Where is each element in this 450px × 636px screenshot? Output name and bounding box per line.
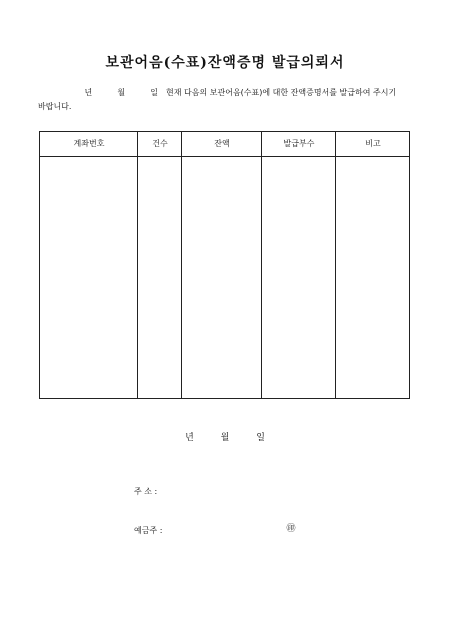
request-day-label: 일: [150, 88, 158, 97]
account-number-entry-area[interactable]: [40, 157, 137, 398]
seal-mark: ㊞: [286, 524, 296, 534]
header-count: 건수: [152, 139, 168, 148]
header-account-number: 계좌번호: [73, 139, 105, 148]
remarks-entry-area[interactable]: [336, 157, 409, 398]
header-issue-copies: 발급부수: [283, 139, 315, 148]
request-month-label: 월: [117, 88, 126, 97]
request-text-line2: 바랍니다.: [38, 102, 72, 111]
header-remarks: 비고: [365, 139, 381, 148]
request-sentence: [38, 87, 418, 99]
footer-year-label: 년: [185, 433, 194, 443]
request-text-line1: 현재 다음의 보관어음(수표)에 대한 잔액증명서를 발급하여 주시기: [166, 88, 397, 97]
table-header-row: [40, 132, 409, 157]
issue-copies-entry-area[interactable]: [262, 157, 335, 398]
address-label: 주 소 :: [134, 487, 158, 496]
header-balance: 잔액: [214, 139, 230, 148]
depositor-label: 예금주 :: [134, 526, 163, 535]
footer-day-label: 일: [256, 433, 265, 443]
request-year-label: 년: [84, 88, 93, 97]
document-title: 보관어음(수표)잔액증명 발급의뢰서: [105, 55, 345, 71]
balance-request-table: [39, 131, 410, 399]
count-entry-area[interactable]: [138, 157, 181, 398]
footer-date: [0, 430, 450, 443]
balance-entry-area[interactable]: [182, 157, 261, 398]
footer-month-label: 월: [220, 433, 230, 443]
